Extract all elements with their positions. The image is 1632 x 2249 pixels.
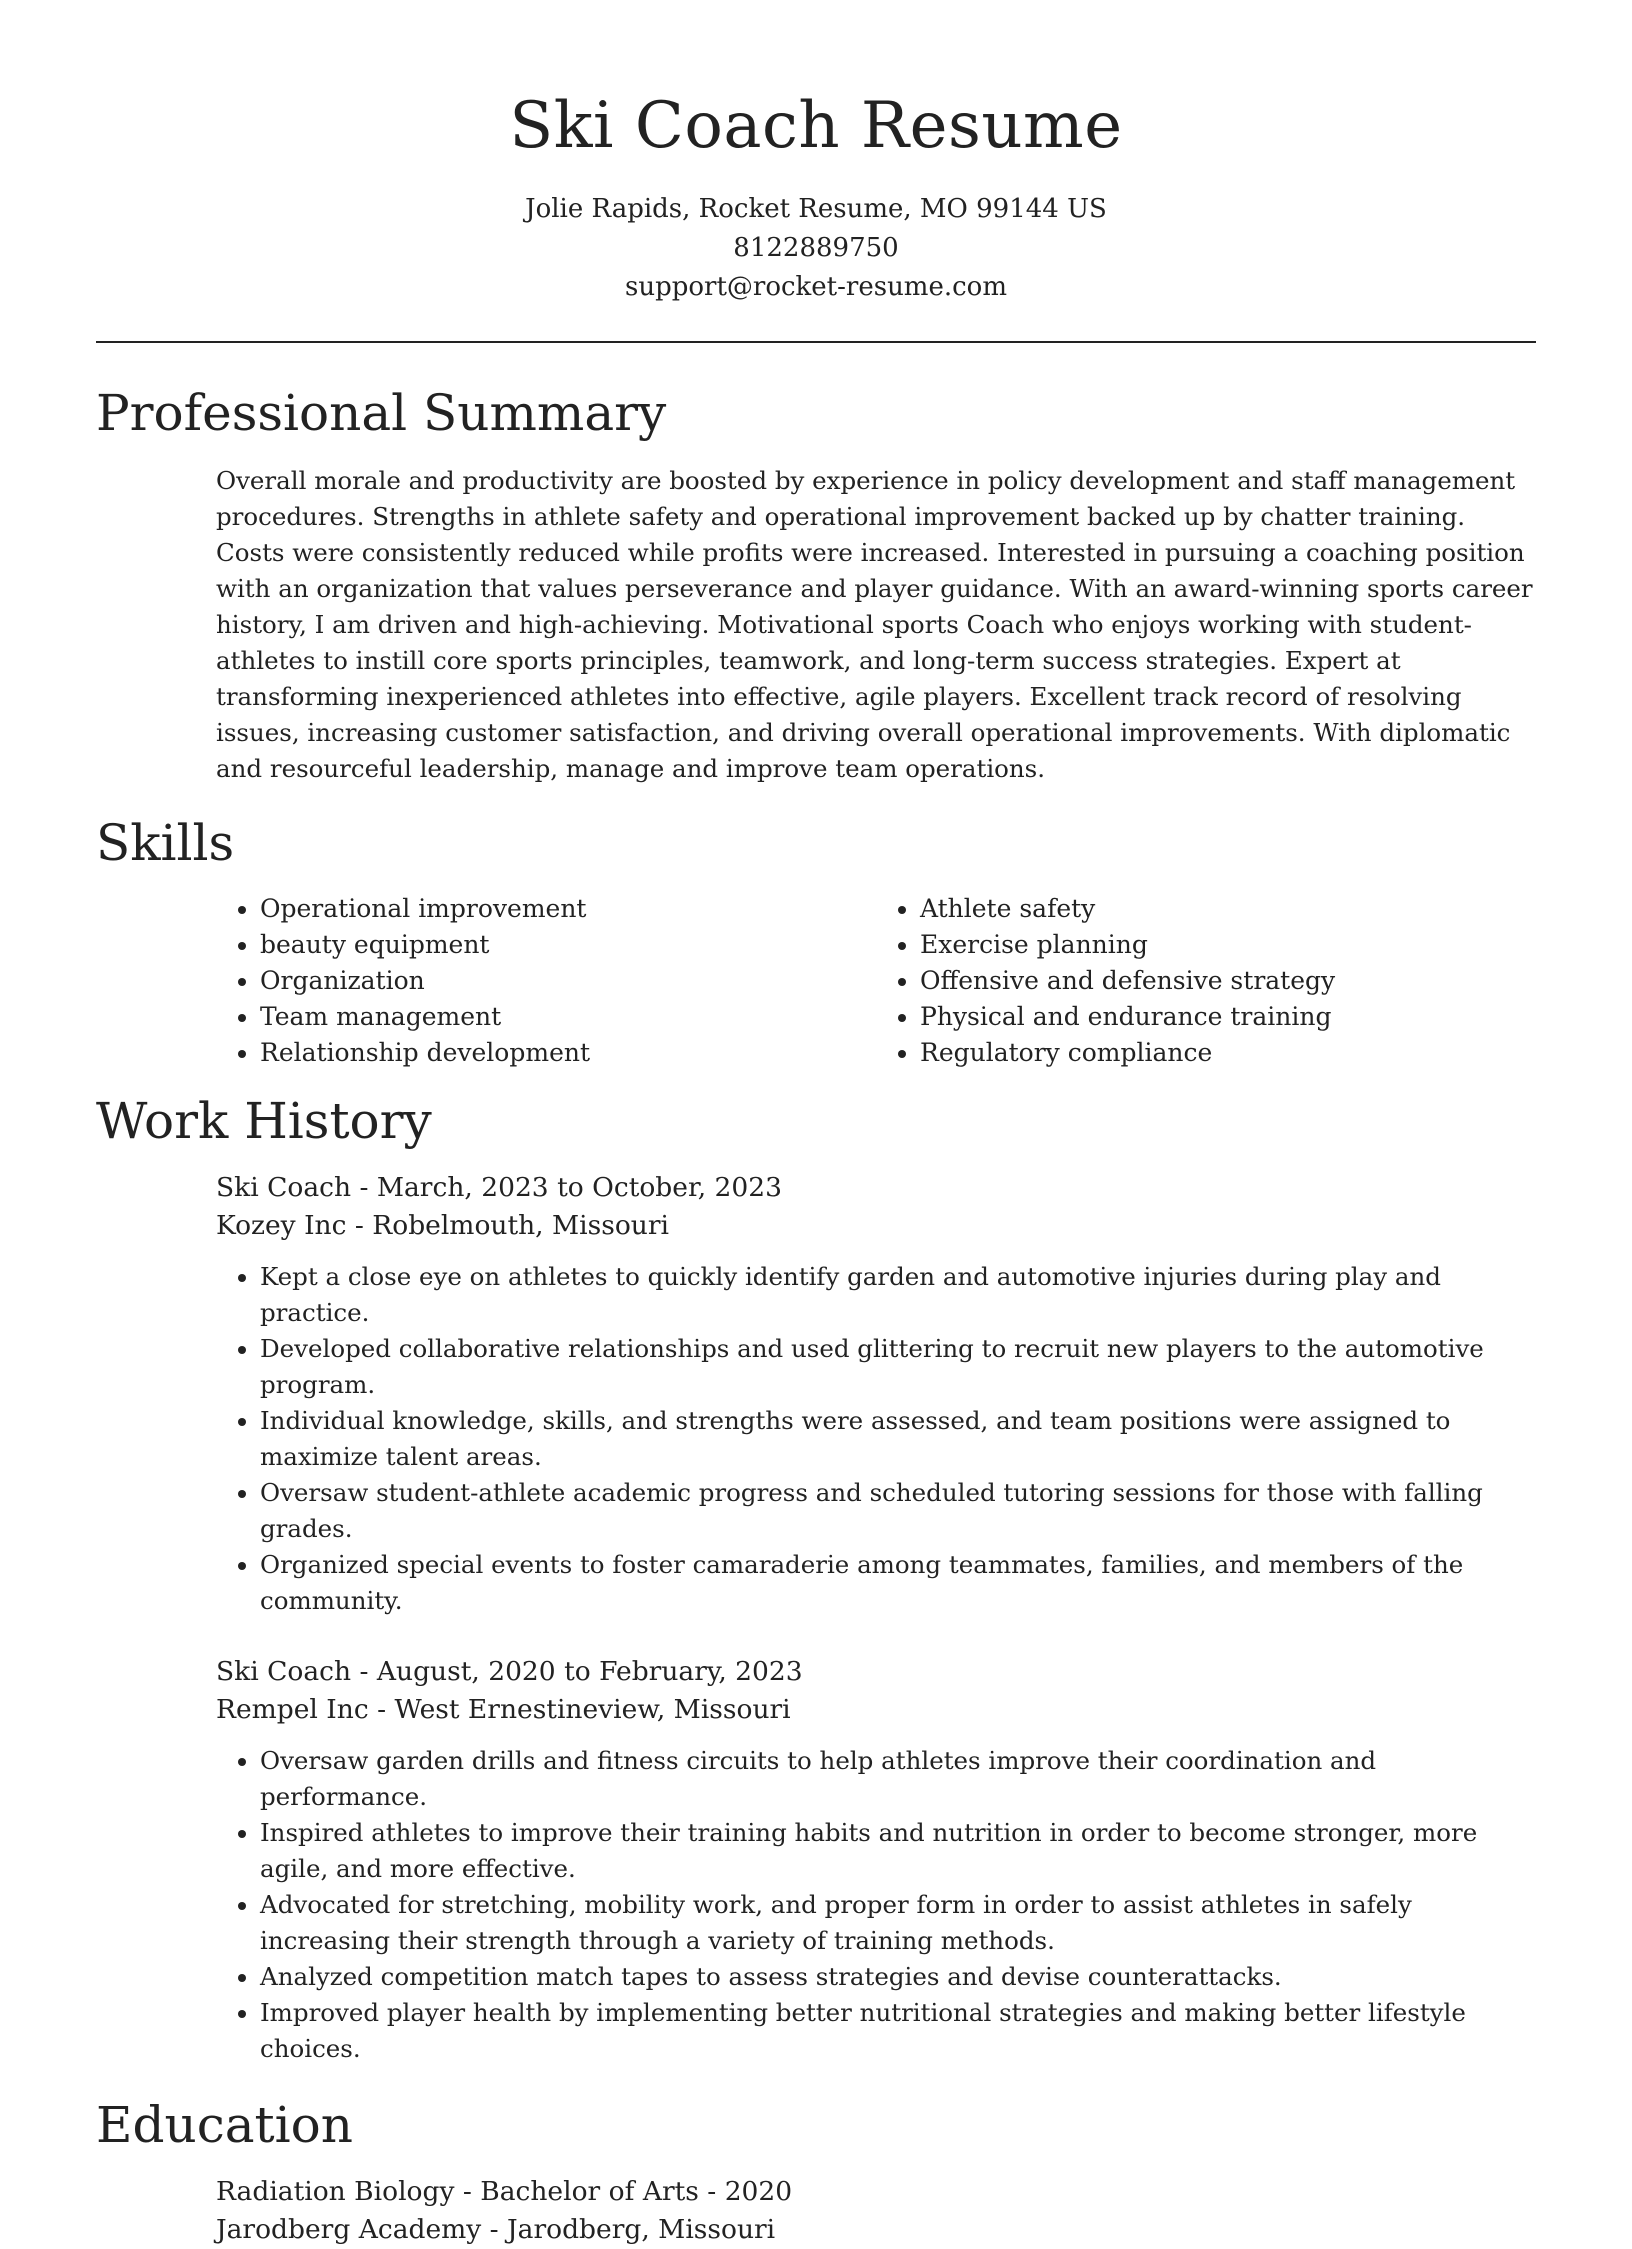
skill-item: • Physical and endurance training [920,999,1536,1035]
education-school-line: Jarodberg Academy - Jarodberg, Missouri [216,2214,776,2245]
job-location: Robelmouth, Missouri [372,1210,669,1241]
job-bullet: • Kept a close eye on athletes to quickly identify garden and automotive injuries during play and practice. [260,1259,1536,1331]
education-entry [216,2173,1536,2249]
work-history-heading: Work History [96,1092,432,1150]
skills-column-right [876,891,1536,1071]
job-title: Ski Coach [216,1656,352,1687]
skill-item: • Offensive and defensive strategy [920,963,1536,999]
job-bullet: • Advocated for stretching, mobility work, and proper form in order to assist athletes in safely increasing their strength through a variety of training methods. [260,1887,1536,1959]
education-field: Radiation Biology [216,2176,455,2207]
education-school: Jarodberg Academy [216,2214,482,2245]
job-bullet: • Improved player health by implementing better nutritional strategies and making better lifestyle choices. [260,1995,1536,2067]
job-title-line: Ski Coach - August, 2020 to February, 2023 [216,1656,803,1687]
job-location: West Ernestineview, Missouri [394,1694,791,1725]
header-divider [96,341,1536,343]
education-heading: Education [96,2096,353,2154]
education-section [96,2095,1536,2249]
education-degree: Bachelor of Arts [480,2176,699,2207]
job-bullets [216,1259,1536,1619]
resume-header [96,0,1536,307]
skills-column-left [216,891,876,1071]
job-bullet: • Oversaw garden drills and fitness circuits to help athletes improve their coordination and performance. [260,1743,1536,1815]
education-location: Jarodberg, Missouri [507,2214,776,2245]
job-bullet: • Inspired athletes to improve their training habits and nutrition in order to become stronger, more agile, and more effective. [260,1815,1536,1887]
skills-heading: Skills [96,814,235,872]
skill-item: • Athlete safety [920,891,1536,927]
skill-item: • Relationship development [260,1035,876,1071]
resume-title: Ski Coach Resume [509,89,1123,163]
skill-item: • beauty equipment [260,927,876,963]
job-company-line: Rempel Inc - West Ernestineview, Missouri [216,1694,791,1725]
job-dates: August, 2020 to February, 2023 [376,1656,803,1687]
work-history-section [96,1091,1536,2067]
job-company: Kozey Inc [216,1210,347,1241]
skill-item: • Exercise planning [920,927,1536,963]
job-bullet: • Developed collaborative relationships and used glittering to recruit new players to the automotive program. [260,1331,1536,1403]
skill-item: • Operational improvement [260,891,876,927]
resume-page [96,0,1536,2249]
education-year: 2020 [724,2176,793,2207]
job-entry [216,1653,1536,2067]
skills-section [96,813,1536,1071]
contact-phone: 8122889750 [733,233,899,263]
job-company-line: Kozey Inc - Robelmouth, Missouri [216,1210,669,1241]
job-title-line: Ski Coach - March, 2023 to October, 2023 [216,1172,782,1203]
job-bullet: • Analyzed competition match tapes to assess strategies and devise counterattacks. [260,1959,1536,1995]
job-bullet: • Oversaw student-athlete academic progress and scheduled tutoring sessions for those with falling grades. [260,1475,1536,1547]
summary-heading: Professional Summary [96,384,667,442]
job-company: Rempel Inc [216,1694,369,1725]
contact-address: Jolie Rapids, Rocket Resume, MO 99144 US [525,194,1107,224]
job-entry [216,1169,1536,1619]
job-bullet: • Organized special events to foster camaraderie among teammates, families, and members of the community. [260,1547,1536,1619]
summary-text: Overall morale and productivity are boosted by experience in policy development and staff management procedures. Strengths in athlete safety and operational improvement backed up by chatter training. Costs were consistently reduced while profits were increased. Interested in pursuing a coaching position with an organization that values perseverance and player guidance. With an award-winning sports career history, I am driven and high-achieving. Motivational sports Coach who enjoys working with student-athletes to instill core sports principles, teamwork, and long-term success strategies. Expert at transforming inexperienced athletes into effective, agile players. Excellent track record of resolving issues, increasing customer satisfaction, and driving overall operational improvements. With diplomatic and resourceful leadership, manage and improve team operations. [216,466,1533,783]
job-bullet: • Individual knowledge, skills, and strengths were assessed, and team positions were assigned to maximize talent areas. [260,1403,1536,1475]
contact-info [96,190,1536,307]
skills-grid [216,891,1536,1071]
education-degree-line: Radiation Biology - Bachelor of Arts - 2020 [216,2176,793,2207]
job-title: Ski Coach [216,1172,352,1203]
job-bullets [216,1743,1536,2067]
contact-email: support@rocket-resume.com [624,272,1007,302]
summary-section [96,383,1536,787]
skill-item: • Regulatory compliance [920,1035,1536,1071]
skill-item: • Team management [260,999,876,1035]
skill-item: • Organization [260,963,876,999]
job-dates: March, 2023 to October, 2023 [376,1172,782,1203]
